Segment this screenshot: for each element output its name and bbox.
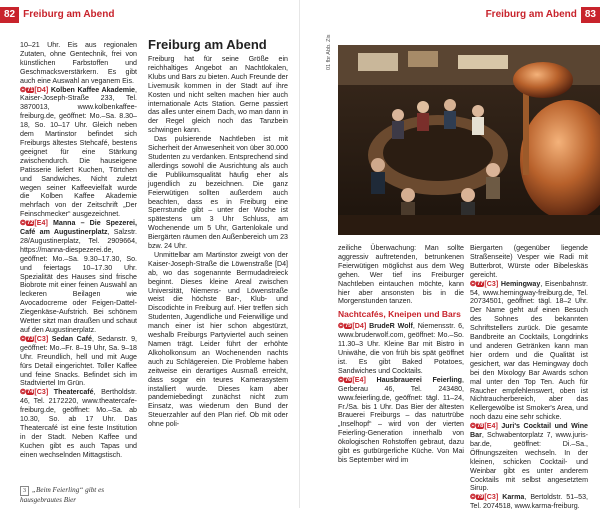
map-pin-icon: ❂ <box>20 388 26 397</box>
map-pin-icon: ❂ <box>338 375 344 384</box>
map-pin-icon: ❂ <box>470 422 476 431</box>
listing-badge: 78 <box>476 423 484 430</box>
listing-text: , Eisenbahnstr. 54, www.hemingway-freiburg.de, Tel. 20734501, geöffnet: tägl. 18–2 Uhr. Der Name geht auf einen Besuch des Sohnes des bekannten Schriftstellers zurück. Die gesamte Bandbreite an Cocktails, Longdrinks und anderen Getränken kann man hier ordern und die Qualität ist gesichert, war das Hemingway doch bei den Mixology Bar Awards schon mal unter den Top Ten. Auch für Raucher empfehlenswert, oben ist Nichtraucherbereich, aber das Kellergewölbe ist Smoker's Area, und noch dazu eine sehr schicke. <box>470 279 588 422</box>
listing-entry-74 <box>20 388 137 459</box>
map-grid-ref: [C3] <box>484 279 499 288</box>
listing-entry-71 <box>20 86 137 220</box>
listing-entry-75 <box>338 322 464 375</box>
listing-text: , Bertholdstr. 46, Tel. 2172220, www.theatercafe-freiburg.de, geöffnet: Mo.–Sa. ab 10.30, So. ab 17 Uhr. Das Theatercafé ist eine feste Institution in der Stadt. Neben Kaffee und Kuchen gibt es auch Tapas und einen wechselnden Mittagstisch. <box>20 388 137 459</box>
listing-text: , Kaiser-Joseph-Straße 233, Tel. 3870013, www.kolbenkaffee-freiburg.de, geöffnet: Mo.–Sa. 8.30–18, So. 10–17 Uhr. Gleich neben dem Martinstor befindet sich Freiburgs ältestes Stehcafé, bestens geeignet für eine Stärkung zwischendurch. Die hauseigene Patisserie liefert Kuchen, Törtchen und Sandwiches. Nicht zuletzt wegen seiner Kaffeevielfalt wurde die Kolben Kaffee Akademie mehrfach von der Zeitschrift „Der Feinschmecker“ ausgezeichnet. <box>20 85 137 219</box>
listing-badge: 74 <box>26 389 34 396</box>
right-column-1 <box>338 244 464 465</box>
listing-name: Karma <box>502 493 525 502</box>
right-column-2 <box>470 244 588 511</box>
map-grid-ref: [E4] <box>484 422 498 431</box>
map-pin-icon: ❂ <box>20 334 26 343</box>
left-column-2 <box>148 37 288 429</box>
listing-entry-72 <box>20 219 137 335</box>
listing-badge: 77 <box>476 280 484 287</box>
map-pin-icon: ❂ <box>20 85 26 94</box>
brewery-interior-illustration <box>338 45 600 235</box>
listing-name: Kolben Kaffee Akademie <box>50 85 135 94</box>
listing-name: Theatercafé <box>53 388 94 397</box>
caption-text: „Beim Feierling“ gibt es hausgebrautes Bier <box>20 486 105 505</box>
map-grid-ref: [C3] <box>34 388 49 397</box>
listing-badge: 75 <box>344 323 352 330</box>
continued-biergarten: Biergarten (gegenüber liegende Straßenseite) Vesper wie Radi mit Butterbrot, Würste oder Bibeleskäs gereicht. <box>470 244 588 279</box>
map-grid-ref: [C3] <box>34 334 49 343</box>
listing-text: , Schwabentorplatz 7, www.juris-bar.de, geöffnet: Di.–Sa., Öffnungszeiten wechseln. In der kleinen, schicken Cocktail- und Weinbar gibt es unter anderem Cocktails mit selbst angesetztem Sirup. <box>470 431 588 493</box>
listing-badge: 73 <box>26 335 34 342</box>
brewery-photo <box>338 45 600 235</box>
listing-entry-79 <box>470 493 588 511</box>
listing-name: Hausbrauerei Feierling <box>376 375 463 384</box>
listing-name: Sedan Café <box>51 334 92 343</box>
caption-number: 3 <box>20 486 29 496</box>
listing-text: , Salzstr. 28/Augustinerplatz, Tel. 2909664, https://manna-diespezerei.de, geöffnet: Mo.–Sa. 9.30–17.30, So. und feiertags 10–17.30 Uhr. Spezialität des Hauses sind frische Biobrote mit einer feinen Auswahl an leckeren Beilagen wie Avocadocreme oder Feigen-Dattel-Ziegenkäse-Aufstrich. Bei schönem Wetter sitzt man draußen und schaut auf den Augustinerplatz. <box>20 228 137 334</box>
map-grid-ref: [E4] <box>352 375 366 384</box>
left-col1-intro: 10–21 Uhr. Eis aus regionalen Zutaten, ohne Gentechnik, frei von künstlichen Farbstoffen und Geschmacksverstärkern. Es gibt auch eine Auswahl an veganem Eis. <box>20 41 137 85</box>
map-pin-icon: ❂ <box>338 322 344 331</box>
intro-paragraph-1: Freiburg hat für seine Größe ein reichhaltiges Angebot an Nachtlokalen, Klubs und Bars zu bieten. Auch Freunde der Livemusik kommen in der Stadt auf ihre Kosten und nicht selten machen hier auch internationale Acts Station. Gerne passiert das alles unter einem Dach, wo man dann in der Regel gleich noch das Tanzbein schwingen kann. <box>148 55 288 135</box>
listing-name: BrudeR Wolf <box>369 322 413 331</box>
listing-name: Hemingway <box>500 279 541 288</box>
listing-entry-77 <box>470 280 588 423</box>
listing-name: Manna – Die Spezerei, Café am Augustinerplatz <box>20 219 137 237</box>
listing-badge: 76 <box>344 376 352 383</box>
listing-text: , Bertoldstr. 51–53, Tel. 2074518, www.karma-freiburg. <box>470 493 588 511</box>
left-page-number: 82 <box>0 7 19 23</box>
section-heading: Freiburg am Abend <box>148 37 267 52</box>
left-page <box>0 0 300 508</box>
right-running-title: Freiburg am Abend <box>480 7 581 23</box>
listing-badge: 72 <box>26 220 34 227</box>
map-grid-ref: [D4] <box>352 322 367 331</box>
listing-text: , Niemensstr. 6, www.bruderwolf.com, geöffnet: Mo.–So. 11.30–3 Uhr. Kleine Bar mit Bistro in Uniwähe, die von früh bis spät geöffnet ist. Es gibt Baked Potatoes, Sandwiches und Cocktails. <box>338 322 464 375</box>
listing-text: , Sedanstr. 9, geöffnet: Mo.–Fr. 8–19 Uhr, Sa. 9–18 Uhr. Freundlich, hell und mit Auge fürs Detail eingerichtet. Toller Kaffee und feine Snacks. Befindet sich im Stadtviertel Im Grün. <box>20 334 137 388</box>
map-pin-icon: ❂ <box>470 279 476 288</box>
listing-entry-73 <box>20 335 137 388</box>
left-running-header <box>0 6 120 24</box>
map-pin-icon: ❂ <box>470 493 476 502</box>
map-grid-ref: [E4] <box>34 219 48 228</box>
photo-credit: 01 fbr Abb. Zis <box>326 34 332 70</box>
map-grid-ref: [D4] <box>34 85 49 94</box>
intro-paragraph-2: Das pulsierende Nachtleben ist mit Sicherheit der Anwesenheit von über 30.000 Studenten zu verdanken. Entsprechend sind allerdings sowohl die Ausrichtung als auch die Publikumsqualität häufig eher als jugendlich zu bezeichnen. Die ganz Feierwütigen sollten außerdem auch beachten, dass es in Freiburg eine Sperrstunde gibt – unter der Woche ist spätestens um 3 Uhr Schluss, am Wochenende um 5 Uhr, Gartenlokale und Biergärten räumen den Außenbereich um 23 bzw. 24 Uhr. <box>148 135 288 251</box>
right-page-number: 83 <box>581 7 600 23</box>
subheading-nightlife: Nachtcafés, Kneipen und Bars <box>338 309 461 320</box>
listing-badge: 79 <box>476 494 484 501</box>
photo-caption <box>20 486 138 505</box>
left-column-1 <box>20 41 137 460</box>
right-running-header <box>480 6 600 24</box>
intro-paragraph-3: Unmittelbar am Martinstor zweigt von der Kaiser-Joseph-Straße die Löwenstraße [D4] ab, wo das sogenannte Bermudadreieck beginnt. Dieses kleine Areal zwischen Universität, Niemens- und Löwenstraße weist die höchste Bar-, Klub- und Discodichte in Freiburg auf. Hier treffen sich Studenten, Jugendliche und Feierwillige und manch einer ist hier schon abgestürzt, weshalb Freiburgs Partyviertel auch seinen Namen trägt. Leider führt der erhöhte Alkoholkonsum an Wochenenden nachts auch zu Schlägereien. Die Probleme haben zeitweise ein derartiges Ausmaß erreicht, dass sogar ein teures Kamerasystem installiert wurde. Dieses kam aber pandemiebedingt zunächst nicht zum Einsatz, was wiederum den Bund der Steuerzahler auf den Plan rief. Ob mit oder ohne poli- <box>148 250 288 429</box>
map-grid-ref: [C3] <box>484 493 499 502</box>
listing-entry-78 <box>470 422 588 493</box>
continued-paragraph: zeiliche Überwachung: Man sollte aggressiv auftretenden, betrunkenen Feierwütigen möglichst aus dem Weg gehen. Wer tief ins Freiburger Nachtleben eintauchen möchte, kann hier aber ansonsten bis in die Morgenstunden tanzen. <box>338 244 464 306</box>
listing-badge: 71 <box>26 86 34 93</box>
map-pin-icon: ❂ <box>20 219 26 228</box>
listing-entry-76 <box>338 376 464 465</box>
listing-name: Juri's Cocktail und Wine Bar <box>470 422 588 440</box>
left-running-title: Freiburg am Abend <box>19 7 120 23</box>
listing-text: , Gerberau 46, Tel. 243480, www.feierling.de, geöffnet: tägl. 11–24, Fr./Sa. bis 1 Uhr. Das Bier der ältesten Brauerei Freiburgs – das naturtrübe „Inselhopf“ – wird von der vierten Feierling-Generation innerhalb von ökologischen Rohstoffen gebraut, dazu gibt es gutbürgerliche Küche. Von Mai bis September wird im <box>338 375 464 464</box>
